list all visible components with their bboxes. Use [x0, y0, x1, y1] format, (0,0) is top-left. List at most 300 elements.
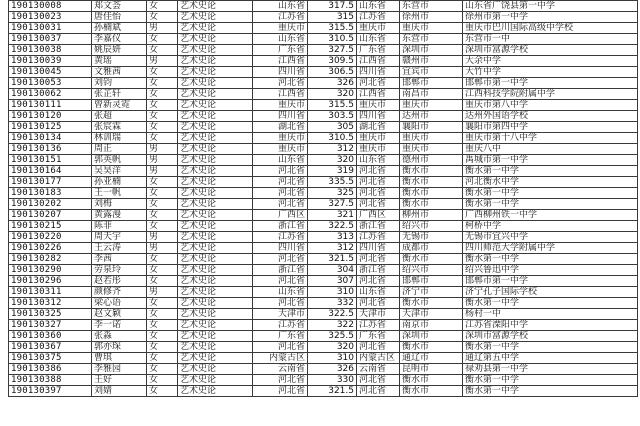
city-cell: 无锡市	[400, 232, 463, 243]
city-cell: 东营市	[400, 34, 463, 45]
exam-province-cell: 河北省	[357, 177, 400, 188]
candidate-id-cell: 190130023	[9, 12, 92, 23]
table-row	[9, 199, 638, 210]
name-cell: 刘婧	[92, 386, 147, 397]
exam-province-cell: 江苏省	[357, 12, 400, 23]
candidate-id-cell: 190130282	[9, 254, 92, 265]
candidate-id-cell: 190130311	[9, 287, 92, 298]
school-cell: 衡水第一中学	[463, 375, 638, 386]
gender-cell: 女	[147, 386, 178, 397]
exam-province-cell: 浙江省	[357, 221, 400, 232]
admission-table-body	[9, 1, 638, 397]
province-cell: 江西省	[253, 89, 308, 100]
major-cell: 艺术史论	[178, 342, 253, 353]
candidate-id-cell: 190130375	[9, 353, 92, 364]
table-row	[9, 254, 638, 265]
school-cell: 邯郸市第一中学	[463, 276, 638, 287]
score-cell: 312	[308, 144, 357, 155]
candidate-id-cell: 190130226	[9, 243, 92, 254]
table-row	[9, 23, 638, 34]
school-cell: 重庆市第十八中学	[463, 133, 638, 144]
gender-cell: 女	[147, 133, 178, 144]
table-row	[9, 298, 638, 309]
exam-province-cell: 四川省	[357, 67, 400, 78]
candidate-id-cell: 190130008	[9, 1, 92, 12]
table-row	[9, 210, 638, 221]
city-cell: 南京市	[400, 320, 463, 331]
exam-province-cell: 河北省	[357, 298, 400, 309]
candidate-id-cell: 190130290	[9, 265, 92, 276]
city-cell: 重庆市	[400, 100, 463, 111]
admission-table	[8, 0, 638, 397]
province-cell: 四川省	[253, 111, 308, 122]
score-cell: 307	[308, 276, 357, 287]
name-cell: 赵若彤	[92, 276, 147, 287]
city-cell: 邯郸市	[400, 276, 463, 287]
candidate-id-cell: 190130386	[9, 364, 92, 375]
exam-province-cell: 河北省	[357, 276, 400, 287]
table-row	[9, 287, 638, 298]
score-cell: 310.5	[308, 133, 357, 144]
table-row	[9, 67, 638, 78]
exam-province-cell: 山东省	[357, 1, 400, 12]
exam-province-cell: 山东省	[357, 155, 400, 166]
gender-cell: 女	[147, 353, 178, 364]
major-cell: 艺术史论	[178, 1, 253, 12]
province-cell: 河北省	[253, 166, 308, 177]
province-cell: 云南省	[253, 364, 308, 375]
name-cell: 李雅园	[92, 364, 147, 375]
table-row	[9, 353, 638, 364]
gender-cell: 男	[147, 232, 178, 243]
gender-cell: 女	[147, 265, 178, 276]
school-cell: 衡水第一中学	[463, 386, 638, 397]
table-row	[9, 276, 638, 287]
table-row	[9, 56, 638, 67]
school-cell: 绍兴鲁迅中学	[463, 265, 638, 276]
gender-cell: 女	[147, 342, 178, 353]
candidate-id-cell: 190130031	[9, 23, 92, 34]
exam-province-cell: 河北省	[357, 199, 400, 210]
score-cell: 330	[308, 375, 357, 386]
city-cell: 通辽市	[400, 353, 463, 364]
name-cell: 曹琪	[92, 353, 147, 364]
name-cell: 劳泉玲	[92, 265, 147, 276]
exam-province-cell: 浙江省	[357, 265, 400, 276]
province-cell: 江苏省	[253, 12, 308, 23]
candidate-id-cell: 190130045	[9, 67, 92, 78]
score-cell: 315.5	[308, 23, 357, 34]
gender-cell: 女	[147, 375, 178, 386]
candidate-id-cell: 190130388	[9, 375, 92, 386]
major-cell: 艺术史论	[178, 100, 253, 111]
gender-cell: 女	[147, 364, 178, 375]
table-row	[9, 1, 638, 12]
score-cell: 325	[308, 188, 357, 199]
major-cell: 艺术史论	[178, 276, 253, 287]
gender-cell: 女	[147, 331, 178, 342]
major-cell: 艺术史论	[178, 309, 253, 320]
gender-cell: 女	[147, 254, 178, 265]
table-row	[9, 342, 638, 353]
school-cell: 邯郸市第一中学	[463, 78, 638, 89]
major-cell: 艺术史论	[178, 287, 253, 298]
exam-province-cell: 河北省	[357, 254, 400, 265]
name-cell: 赵文颖	[92, 309, 147, 320]
table-row	[9, 122, 638, 133]
score-cell: 322.5	[308, 309, 357, 320]
table-row	[9, 89, 638, 100]
score-cell: 310.5	[308, 34, 357, 45]
city-cell: 徐州市	[400, 12, 463, 23]
gender-cell: 女	[147, 298, 178, 309]
city-cell: 邯郸市	[400, 78, 463, 89]
province-cell: 山东省	[253, 287, 308, 298]
major-cell: 艺术史论	[178, 199, 253, 210]
name-cell: 郭亦琛	[92, 342, 147, 353]
candidate-id-cell: 190130151	[9, 155, 92, 166]
gender-cell: 男	[147, 155, 178, 166]
gender-cell: 女	[147, 100, 178, 111]
major-cell: 艺术史论	[178, 23, 253, 34]
exam-province-cell: 河北省	[357, 188, 400, 199]
city-cell: 成都市	[400, 243, 463, 254]
city-cell: 昆明市	[400, 364, 463, 375]
name-cell: 唐佳怡	[92, 12, 147, 23]
major-cell: 艺术史论	[178, 122, 253, 133]
table-row	[9, 100, 638, 111]
gender-cell: 女	[147, 1, 178, 12]
city-cell: 达州市	[400, 111, 463, 122]
province-cell: 重庆市	[253, 133, 308, 144]
name-cell: 张淼	[92, 331, 147, 342]
exam-province-cell: 江苏省	[357, 232, 400, 243]
score-cell: 315.5	[308, 100, 357, 111]
city-cell: 衡水市	[400, 375, 463, 386]
province-cell: 四川省	[253, 243, 308, 254]
table-row	[9, 320, 638, 331]
major-cell: 艺术史论	[178, 89, 253, 100]
exam-province-cell: 云南省	[357, 364, 400, 375]
exam-province-cell: 湖北省	[357, 122, 400, 133]
score-cell: 312	[308, 243, 357, 254]
city-cell: 襄阳市	[400, 122, 463, 133]
province-cell: 河北省	[253, 298, 308, 309]
exam-province-cell: 天津市	[357, 309, 400, 320]
score-cell: 320	[308, 89, 357, 100]
province-cell: 河北省	[253, 177, 308, 188]
score-cell: 332	[308, 298, 357, 309]
province-cell: 河北省	[253, 375, 308, 386]
school-cell: 东营市一中	[463, 34, 638, 45]
score-cell: 322	[308, 320, 357, 331]
school-cell: 徐州市第一中学	[463, 12, 638, 23]
city-cell: 衡水市	[400, 188, 463, 199]
score-cell: 335.5	[308, 177, 357, 188]
table-row	[9, 243, 638, 254]
candidate-id-cell: 190130296	[9, 276, 92, 287]
candidate-id-cell: 190130164	[9, 166, 92, 177]
name-cell: 陈菲	[92, 221, 147, 232]
province-cell: 浙江省	[253, 221, 308, 232]
name-cell: 孙楠斌	[92, 23, 147, 34]
school-cell: 襄阳市第四中学	[463, 122, 638, 133]
name-cell: 刘钧	[92, 78, 147, 89]
candidate-id-cell: 190130125	[9, 122, 92, 133]
province-cell: 河北省	[253, 386, 308, 397]
candidate-id-cell: 190130134	[9, 133, 92, 144]
table-row	[9, 188, 638, 199]
major-cell: 艺术史论	[178, 232, 253, 243]
school-cell: 衡水第一中学	[463, 342, 638, 353]
table-row	[9, 45, 638, 56]
province-cell: 广东省	[253, 45, 308, 56]
province-cell: 湖北省	[253, 122, 308, 133]
candidate-id-cell: 190130215	[9, 221, 92, 232]
score-cell: 321.5	[308, 386, 357, 397]
province-cell: 江西省	[253, 56, 308, 67]
candidate-id-cell: 190130183	[9, 188, 92, 199]
city-cell: 济宁市	[400, 287, 463, 298]
score-cell: 320	[308, 155, 357, 166]
city-cell: 绍兴市	[400, 265, 463, 276]
province-cell: 山东省	[253, 1, 308, 12]
gender-cell: 女	[147, 276, 178, 287]
major-cell: 艺术史论	[178, 243, 253, 254]
province-cell: 江苏省	[253, 232, 308, 243]
table-row	[9, 78, 638, 89]
city-cell: 绍兴市	[400, 221, 463, 232]
province-cell: 四川省	[253, 67, 308, 78]
table-row	[9, 331, 638, 342]
score-cell: 305	[308, 122, 357, 133]
major-cell: 艺术史论	[178, 364, 253, 375]
major-cell: 艺术史论	[178, 375, 253, 386]
table-row	[9, 309, 638, 320]
province-cell: 江苏省	[253, 320, 308, 331]
table-row	[9, 34, 638, 45]
province-cell: 河北省	[253, 342, 308, 353]
name-cell: 孙亚楠	[92, 177, 147, 188]
school-cell: 济宁孔子国际学校	[463, 287, 638, 298]
school-cell: 衡水第一中学	[463, 188, 638, 199]
school-cell: 四川师范大学附属中学	[463, 243, 638, 254]
city-cell: 衡水市	[400, 166, 463, 177]
exam-province-cell: 内蒙古区	[357, 353, 400, 364]
score-cell: 325.5	[308, 331, 357, 342]
major-cell: 艺术史论	[178, 210, 253, 221]
gender-cell: 女	[147, 89, 178, 100]
school-cell: 衡水第一中学	[463, 166, 638, 177]
name-cell: 张超	[92, 111, 147, 122]
exam-province-cell: 河北省	[357, 342, 400, 353]
table-row	[9, 265, 638, 276]
name-cell: 文雅茜	[92, 67, 147, 78]
province-cell: 山东省	[253, 155, 308, 166]
major-cell: 艺术史论	[178, 78, 253, 89]
major-cell: 艺术史论	[178, 133, 253, 144]
major-cell: 艺术史论	[178, 177, 253, 188]
province-cell: 河北省	[253, 188, 308, 199]
major-cell: 艺术史论	[178, 254, 253, 265]
major-cell: 艺术史论	[178, 111, 253, 122]
name-cell: 王云涛	[92, 243, 147, 254]
table-row	[9, 386, 638, 397]
table-row	[9, 12, 638, 23]
city-cell: 赣州市	[400, 56, 463, 67]
exam-province-cell: 山东省	[357, 34, 400, 45]
exam-province-cell: 河北省	[357, 386, 400, 397]
exam-province-cell: 河北省	[357, 78, 400, 89]
gender-cell: 男	[147, 166, 178, 177]
school-cell: 江西科技学院附属中学	[463, 89, 638, 100]
score-cell: 327.5	[308, 45, 357, 56]
name-cell: 周天宇	[92, 232, 147, 243]
score-cell: 317.5	[308, 1, 357, 12]
gender-cell: 女	[147, 309, 178, 320]
score-cell: 310	[308, 353, 357, 364]
score-cell: 313	[308, 232, 357, 243]
gender-cell: 男	[147, 144, 178, 155]
city-cell: 天津市	[400, 309, 463, 320]
exam-province-cell: 广西区	[357, 210, 400, 221]
table-row	[9, 221, 638, 232]
school-cell: 杨村一中	[463, 309, 638, 320]
school-cell: 重庆市第八中学	[463, 100, 638, 111]
province-cell: 重庆市	[253, 144, 308, 155]
gender-cell: 女	[147, 34, 178, 45]
school-cell: 广西柳州铁一中学	[463, 210, 638, 221]
school-cell: 衡水第一中学	[463, 199, 638, 210]
score-cell: 304	[308, 265, 357, 276]
candidate-id-cell: 190130177	[9, 177, 92, 188]
province-cell: 河北省	[253, 199, 308, 210]
score-cell: 320	[308, 342, 357, 353]
city-cell: 衡水市	[400, 298, 463, 309]
name-cell: 李茜	[92, 254, 147, 265]
gender-cell: 女	[147, 221, 178, 232]
score-cell: 326	[308, 364, 357, 375]
gender-cell: 女	[147, 78, 178, 89]
major-cell: 艺术史论	[178, 34, 253, 45]
exam-province-cell: 广东省	[357, 45, 400, 56]
city-cell: 衡水市	[400, 199, 463, 210]
city-cell: 宜宾市	[400, 67, 463, 78]
gender-cell: 女	[147, 199, 178, 210]
name-cell: 姚辰妍	[92, 45, 147, 56]
school-cell: 禄劝县第一中学	[463, 364, 638, 375]
province-cell: 天津市	[253, 309, 308, 320]
city-cell: 深圳市	[400, 331, 463, 342]
exam-province-cell: 河北省	[357, 375, 400, 386]
candidate-id-cell: 190130038	[9, 45, 92, 56]
gender-cell: 女	[147, 111, 178, 122]
name-cell: 李嘉仪	[92, 34, 147, 45]
major-cell: 艺术史论	[178, 45, 253, 56]
candidate-id-cell: 190130327	[9, 320, 92, 331]
candidate-id-cell: 190130312	[9, 298, 92, 309]
major-cell: 艺术史论	[178, 265, 253, 276]
school-cell: 河北衡水中学	[463, 177, 638, 188]
major-cell: 艺术史论	[178, 320, 253, 331]
name-cell: 王好	[92, 375, 147, 386]
major-cell: 艺术史论	[178, 188, 253, 199]
gender-cell: 女	[147, 67, 178, 78]
score-cell: 322.5	[308, 221, 357, 232]
exam-province-cell: 江西省	[357, 56, 400, 67]
exam-province-cell: 山东省	[357, 287, 400, 298]
score-cell: 309.5	[308, 56, 357, 67]
name-cell: 李一诺	[92, 320, 147, 331]
name-cell: 周正	[92, 144, 147, 155]
school-cell: 禹城市第一中学	[463, 155, 638, 166]
name-cell: 颜修齐	[92, 287, 147, 298]
city-cell: 深圳市	[400, 45, 463, 56]
school-cell: 达州外国语学校	[463, 111, 638, 122]
table-row	[9, 166, 638, 177]
gender-cell: 女	[147, 12, 178, 23]
score-cell: 321	[308, 210, 357, 221]
major-cell: 艺术史论	[178, 166, 253, 177]
gender-cell: 男	[147, 243, 178, 254]
candidate-id-cell: 190130367	[9, 342, 92, 353]
school-cell: 重庆八中	[463, 144, 638, 155]
exam-province-cell: 重庆市	[357, 100, 400, 111]
city-cell: 德州市	[400, 155, 463, 166]
major-cell: 艺术史论	[178, 331, 253, 342]
city-cell: 东营市	[400, 1, 463, 12]
school-cell: 无锡市宜兴中学	[463, 232, 638, 243]
province-cell: 河北省	[253, 276, 308, 287]
name-cell: 黄露漫	[92, 210, 147, 221]
name-cell: 王一帆	[92, 188, 147, 199]
exam-province-cell: 河北省	[357, 166, 400, 177]
candidate-id-cell: 190130037	[9, 34, 92, 45]
city-cell: 衡水市	[400, 386, 463, 397]
major-cell: 艺术史论	[178, 155, 253, 166]
school-cell: 衡水第一中学	[463, 254, 638, 265]
gender-cell: 女	[147, 177, 178, 188]
school-cell: 大竹中学	[463, 67, 638, 78]
exam-province-cell: 四川省	[357, 243, 400, 254]
school-cell: 衡水第一中学	[463, 298, 638, 309]
province-cell: 广西区	[253, 210, 308, 221]
province-cell: 河北省	[253, 254, 308, 265]
province-cell: 内蒙古区	[253, 353, 308, 364]
name-cell: 郑文荟	[92, 1, 147, 12]
exam-province-cell: 重庆市	[357, 23, 400, 34]
candidate-id-cell: 190130053	[9, 78, 92, 89]
exam-province-cell: 重庆市	[357, 144, 400, 155]
province-cell: 浙江省	[253, 265, 308, 276]
score-cell: 306.5	[308, 67, 357, 78]
school-cell: 大余中学	[463, 56, 638, 67]
candidate-id-cell: 190130111	[9, 100, 92, 111]
name-cell: 张芷轩	[92, 89, 147, 100]
major-cell: 艺术史论	[178, 221, 253, 232]
name-cell: 张宸霖	[92, 122, 147, 133]
gender-cell: 男	[147, 287, 178, 298]
candidate-id-cell: 190130202	[9, 199, 92, 210]
name-cell: 梁心语	[92, 298, 147, 309]
name-cell: 黄瑶	[92, 56, 147, 67]
school-cell: 通辽第五中学	[463, 353, 638, 364]
name-cell: 郭英帆	[92, 155, 147, 166]
candidate-id-cell: 190130207	[9, 210, 92, 221]
table-row	[9, 155, 638, 166]
score-cell: 321.5	[308, 254, 357, 265]
major-cell: 艺术史论	[178, 12, 253, 23]
